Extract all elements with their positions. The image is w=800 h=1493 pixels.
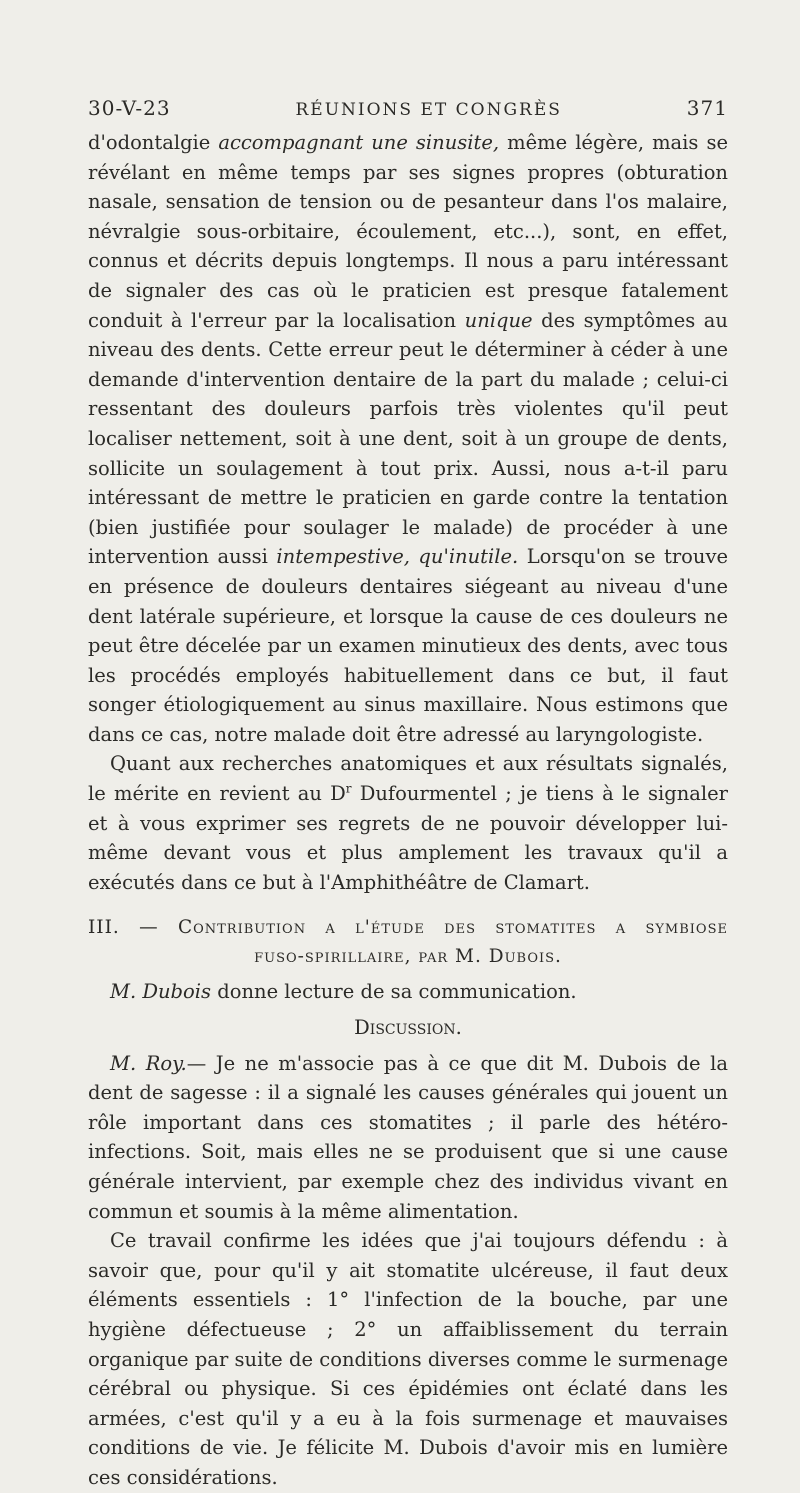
section-heading-line1: III. — Contribution a l'étude des stomatites a symbiose <box>88 917 728 939</box>
text-run: d'odontalgie <box>88 131 219 154</box>
text-column <box>88 96 728 1493</box>
running-header <box>88 96 728 120</box>
text-run: — Je ne m'associe pas à ce que dit M. Dubois de la dent de sagesse : il a signalé les causes générales qui jouent un rôle important dans ces stomatites ; il parle des hétéro-infections. Soit, mais elles ne se produisent que si une cause générale intervient, par exemple chez des individus vivant en commun et soumis à la même alimentation. <box>88 1051 728 1223</box>
speaker-name: M. Roy. <box>110 1051 187 1075</box>
paragraph-conclusion: Ce travail confirme les idées que j'ai toujours défendu : à savoir que, pour qu'il y ait stomatite ulcéreuse, il faut deux éléments essentiels : 1° l'infection de la bouche, par une hygiène défectueuse ; 2° un affaiblissement du terrain organique par suite de conditions diverses comme le surmenage cérébral ou physique. Si ces épidémies ont éclaté dans les armées, c'est qu'il y a eu à la fois surmenage et mauvaises conditions de vie. Je félicite M. Dubois d'avoir mis en lumière ces considérations. <box>88 1229 728 1489</box>
superscript: r <box>345 781 352 796</box>
italic-run: intempestive, qu'inutile. <box>276 545 519 569</box>
text-run: Dufourmentel ; je tiens à le signaler et à vous exprimer ses regrets de ne pouvoir développer lui-même devant vous et plus amplement les travaux qu'il a exécutés dans ce but à l'Amphithéâtre de Clamart. <box>88 782 729 894</box>
italic-run: accompagnant une sinusite, <box>218 131 500 154</box>
text-run: des symptômes au niveau des dents. Cette erreur peut le déterminer à céder à une demande d'intervention dentaire de la part du malade ; celui-ci ressentant des douleurs parfois très violentes qu'il peut localiser nettement, soit à une dent, soit à un groupe de dents, sollicite un soulagement à tout prix. Aussi, nous a-t-il paru intéressant de mettre le praticien en garde contre la tentation (bien justifiée pour soulager le malade) de procéder à une intervention aussi <box>88 308 728 569</box>
text-run: même légère, mais se révélant en même temps par ses signes propres (obturation nasale, sensation de tension ou de pesanteur dans l'os malaire, névralgie sous-orbitaire, écoulement, etc...), sont, en effet, connus et décrits depuis longtemps. Il nous a paru intéressant de signaler des cas où le praticien est presque fatalement conduit à l'erreur par la localisation <box>88 131 728 332</box>
paragraph-odontalgie <box>88 128 728 749</box>
discussion-heading: Discussion. <box>354 1016 462 1040</box>
paragraph-lecture <box>88 977 728 1007</box>
paragraph-roy <box>88 1049 728 1227</box>
text-run: donne lecture de sa communication. <box>211 980 577 1004</box>
speaker-name: M. Dubois <box>110 980 212 1004</box>
paragraph-recherches <box>88 749 728 897</box>
section-heading <box>88 913 728 971</box>
text-run: Quant aux recherches anatomiques et aux résultats signalés, le mérite en revient au D <box>88 752 728 806</box>
header-date: 30-V-23 <box>88 96 171 120</box>
italic-run: unique <box>464 308 533 332</box>
section-heading-line2: fuso-spirillaire, par M. Dubois. <box>254 946 562 968</box>
header-title: RÉUNIONS ET CONGRÈS <box>295 100 562 120</box>
page-number: 371 <box>686 96 728 120</box>
text-run: Lorsqu'on se trouve en présence de douleurs dentaires siégeant au niveau d'une dent latérale supérieure, et lorsque la cause de ces douleurs ne peut être décelée par un examen minutieux des dents, avec tous les procédés employés habituellement dans ce but, il faut songer étiologiquement au sinus maxillaire. Nous estimons que dans ce cas, notre malade doit être adressé au laryngologiste. <box>88 545 728 746</box>
